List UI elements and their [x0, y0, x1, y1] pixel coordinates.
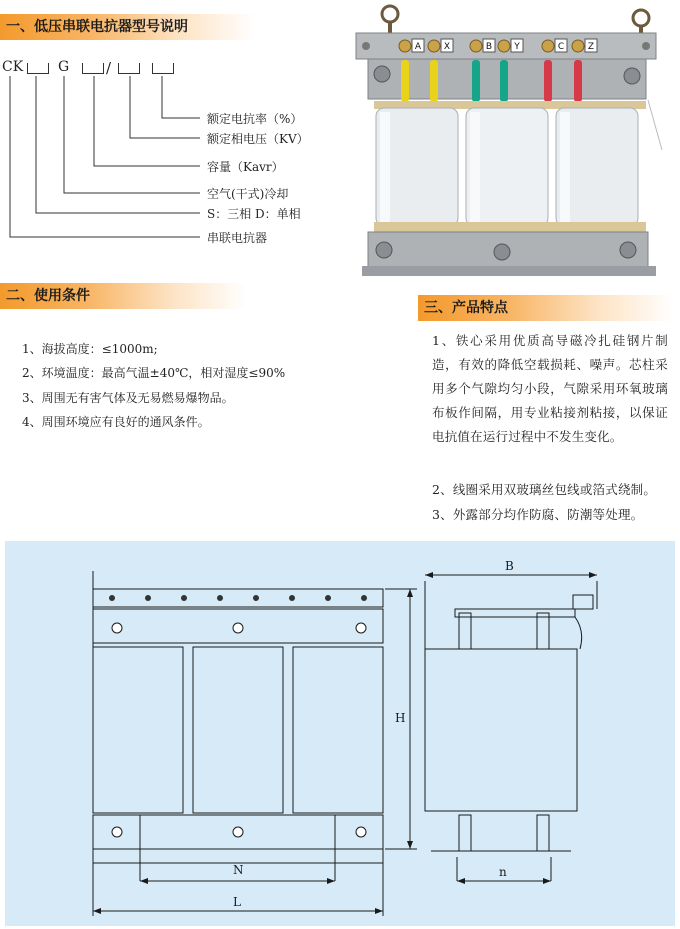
dim-label-h: H [395, 711, 406, 725]
dim-label-b: B [505, 559, 514, 573]
condition-temperature: 2、环境温度：最高气温±40℃，相对湿度≤90% [22, 366, 286, 380]
section3-title: 三、产品特点 [424, 300, 508, 316]
terminal-label-y: Y [514, 42, 520, 52]
label-reactance-rate: 额定电抗率（%） [207, 112, 303, 126]
terminal-nut-y [498, 40, 510, 52]
section2-title: 二、使用条件 [6, 288, 90, 304]
terminal-label-x: X [443, 42, 451, 52]
terminal-lead-z [574, 60, 582, 102]
feature-coil: 2、线圈采用双玻璃丝包线或箔式绕制。 [432, 482, 657, 497]
section2-header [0, 283, 246, 309]
terminal-lead-b [472, 60, 480, 102]
model-prefix-ck: CK [2, 59, 24, 75]
terminal-nut-z [572, 40, 584, 52]
model-leader-lines [0, 0, 210, 250]
terminal-label-b: B [485, 42, 493, 52]
dimension-drawing [5, 541, 675, 926]
model-slash: / [106, 59, 112, 77]
label-phase-voltage: 额定相电压（KV） [207, 132, 309, 146]
terminal-nut-a [399, 40, 411, 52]
terminal-lead-c [544, 60, 552, 102]
dim-label-n: N [233, 863, 244, 877]
condition-gases: 3、周围无有害气体及无易燃易爆物品。 [22, 391, 234, 405]
terminal-label-a: A [414, 42, 422, 52]
terminal-nut-c [542, 40, 554, 52]
terminal-lead-a [401, 60, 409, 102]
condition-ventilation: 4、周围环境应有良好的通风条件。 [22, 415, 210, 429]
model-letter-g: G [58, 59, 70, 75]
condition-altitude: 1、海拔高度：≤1000m; [22, 342, 158, 356]
section3-header [418, 295, 674, 321]
feature-protection: 3、外露部分均作防腐、防潮等处理。 [432, 507, 644, 522]
terminal-nut-b [470, 40, 482, 52]
dim-label-l: L [233, 895, 241, 909]
terminal-nut-x [428, 40, 440, 52]
terminal-label-c: C [557, 42, 565, 52]
terminal-lead-x [430, 60, 438, 102]
product-photo [352, 0, 667, 280]
label-series-reactor: 串联电抗器 [207, 231, 268, 245]
section1-title: 一、低压串联电抗器型号说明 [6, 19, 188, 35]
label-capacity: 容量（Kavr） [207, 160, 284, 174]
dim-label-n-small: n [499, 865, 507, 879]
terminal-label-z: Z [587, 42, 595, 52]
label-phase-type: S：三相 D：单相 [207, 207, 301, 221]
feature-core: 1、铁心采用优质高导磁冷扎硅钢片制造，有效的降低空载损耗、噪声。芯柱采用多个气隙均匀小段，气隙采用环氧玻璃布板作间隔，用专业粘接剂粘接，以保证电抗值在运行过程中不发生变化。 [432, 333, 668, 444]
label-cooling: 空气(干式)冷却 [207, 187, 289, 201]
terminal-lead-y [500, 60, 508, 102]
